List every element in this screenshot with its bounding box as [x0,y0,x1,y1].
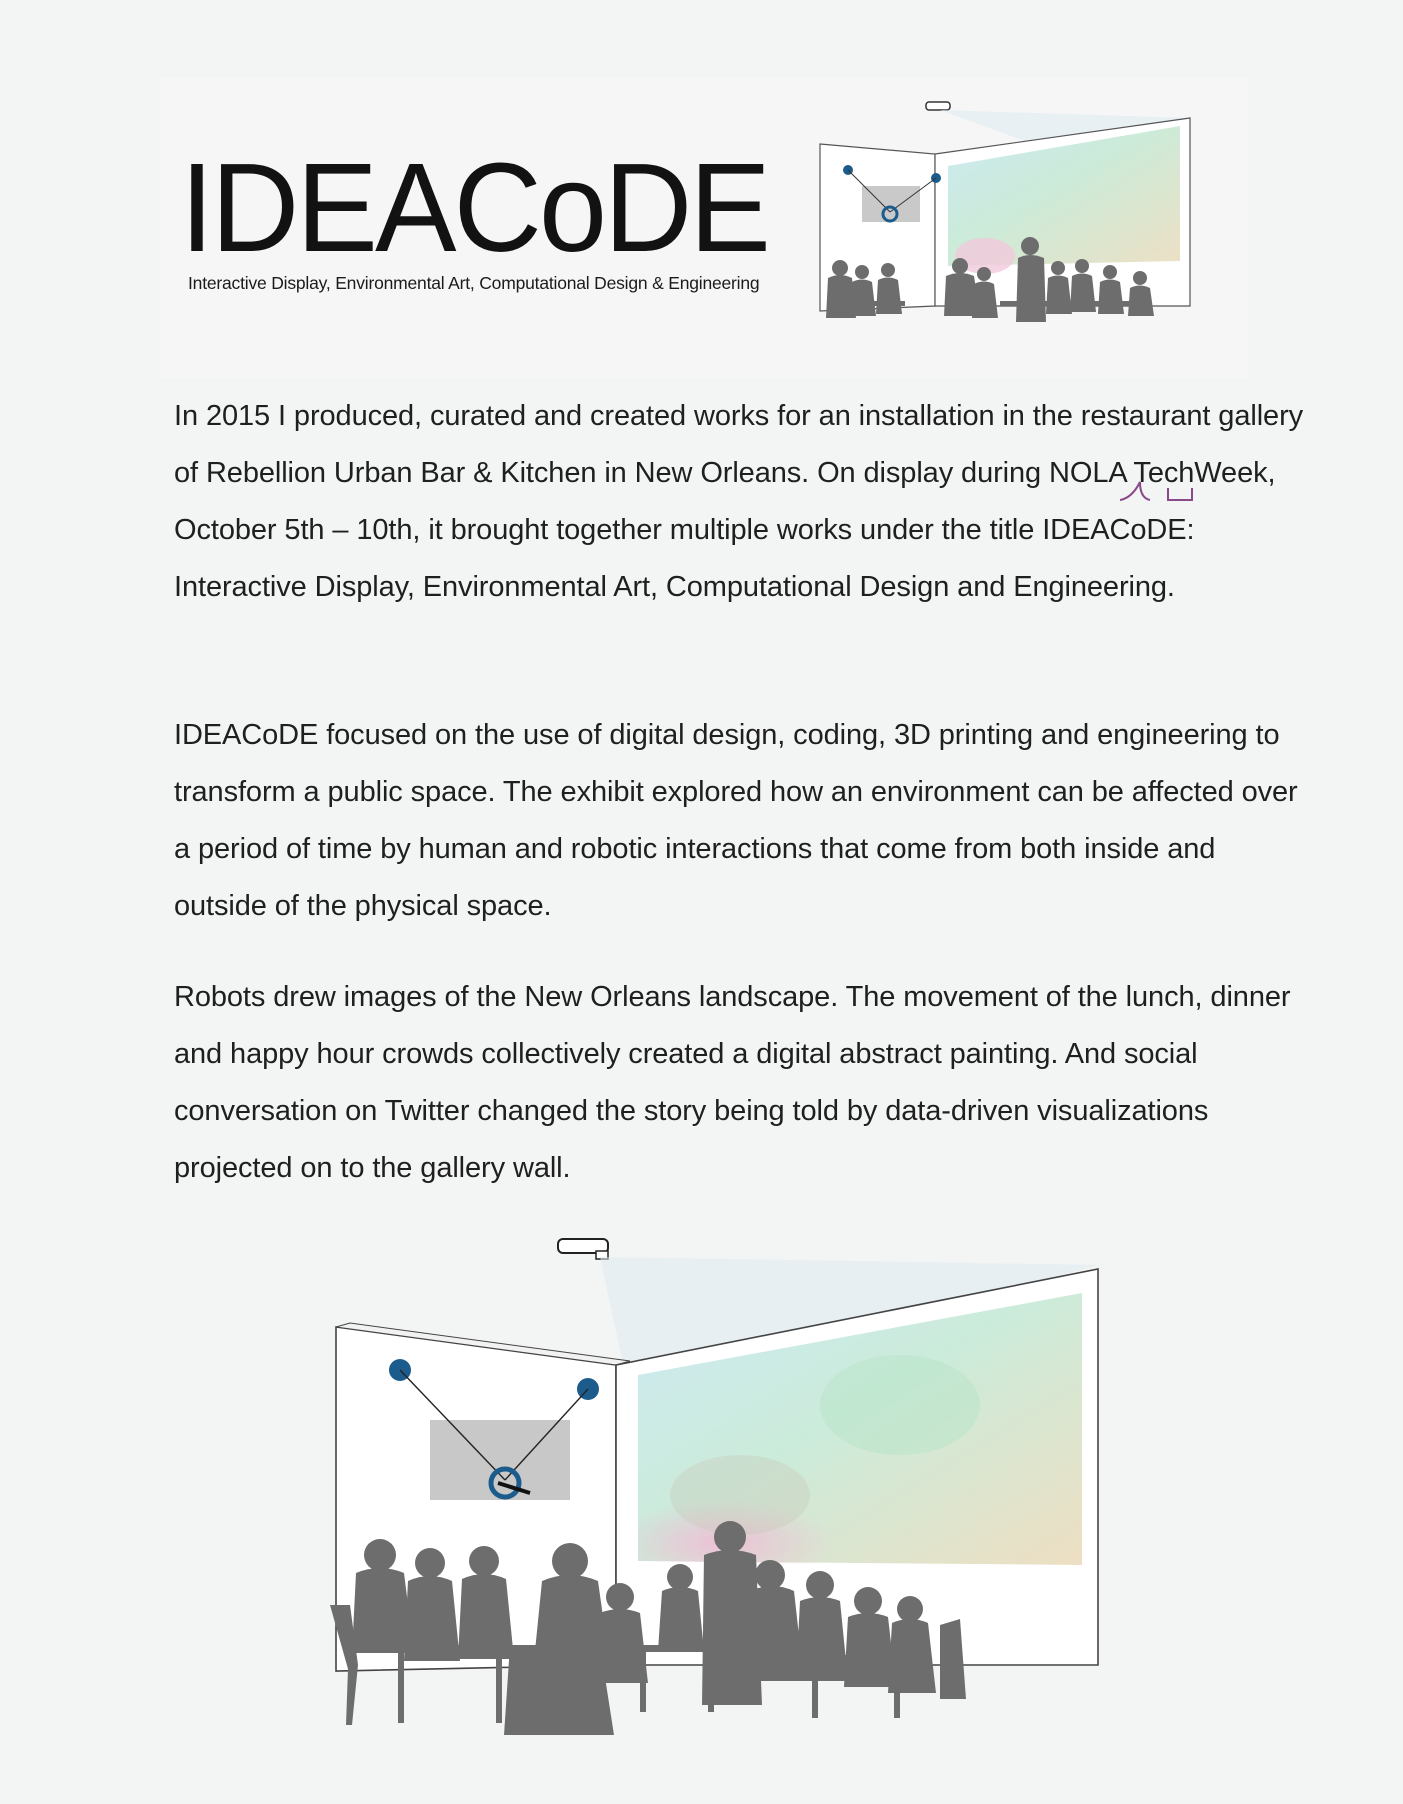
paragraph-text: In 2015 I produced, curated and created works for an installation in the restaurant gallery of Rebellion Urban Bar & Kitchen in New Orleans. On display during NOLA TechWeek, October 5th – 10th, it brought together multiple works under the title IDEACoDE: Interactive Display, Environmental Art, Computational Design and Engineering. [174,400,1304,603]
installation-thumbnail-illustration [800,96,1210,366]
paragraph-text: IDEACoDE focused on the use of digital design, coding, 3D printing and engineering to transform a public space. The exhibit explored how an environment can be affected over a period of time by human and robotic interactions that come from both inside and outside of the physical space. [174,719,1298,922]
focus-paragraph [174,707,1314,935]
ideacode-logo-subtitle: Interactive Display, Environmental Art, Computational Design & Engineering [188,273,760,293]
paragraph-text: Robots drew images of the New Orleans landscape. The movement of the lunch, dinner and happy hour crowds collectively created a digital abstract painting. And social conversation on Twitter changed the story being told by data-driven visualizations projected on to the gallery wall. [174,981,1291,1184]
robot-drawing-canvas [862,186,920,222]
projector-icon [926,102,950,110]
robots-paragraph [174,969,1314,1197]
projector-icon [558,1239,608,1259]
installation-main-illustration [300,1225,1120,1765]
text-cursor-icon [1118,480,1198,506]
ideacode-logo-text: IDEACoDE [180,137,769,278]
